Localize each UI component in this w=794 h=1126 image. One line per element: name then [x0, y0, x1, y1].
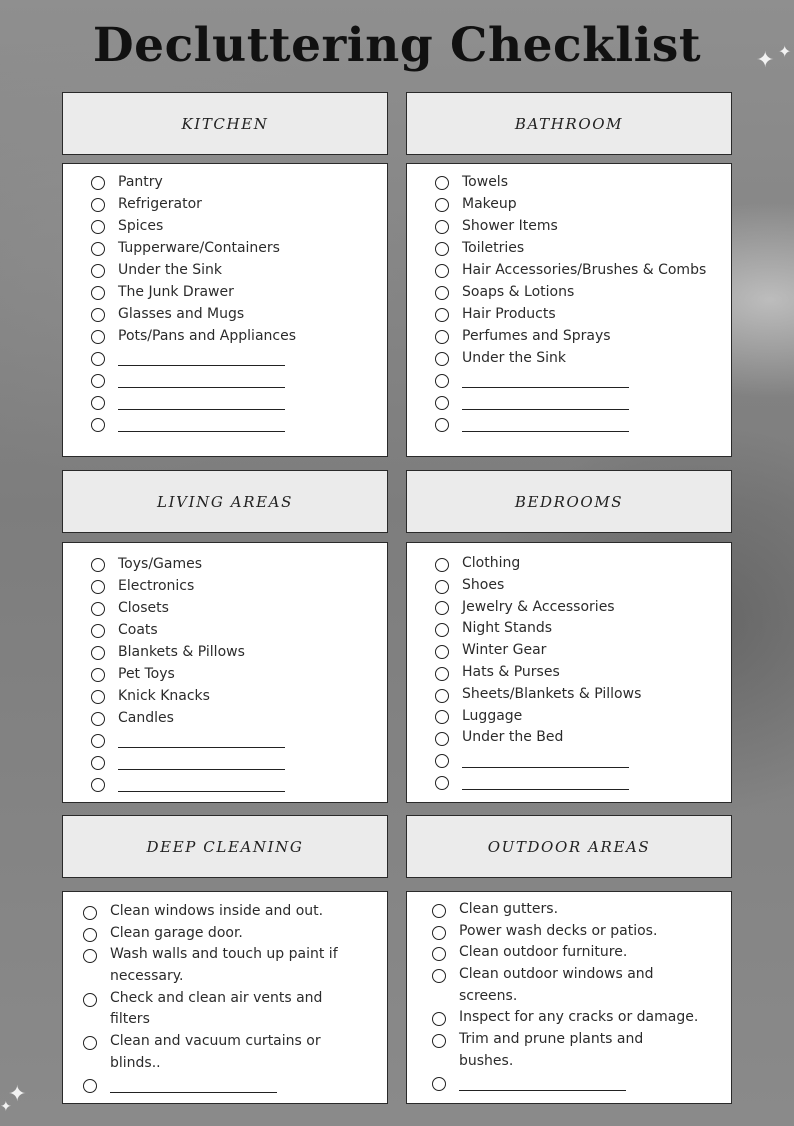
- checklist-item-label: Trim and prune plants and: [459, 1031, 644, 1048]
- checklist-item-label: necessary.: [110, 968, 184, 985]
- write-in-line[interactable]: [462, 431, 629, 432]
- write-in-line[interactable]: [118, 769, 285, 770]
- checkbox-circle[interactable]: [432, 947, 446, 961]
- checkbox-circle[interactable]: [91, 690, 105, 704]
- checkbox-circle[interactable]: [435, 198, 449, 212]
- checklist-item-label: Makeup: [462, 196, 517, 212]
- checkbox-circle[interactable]: [435, 264, 449, 278]
- checkbox-circle[interactable]: [435, 352, 449, 366]
- checklist-item-label: Sheets/Blankets & Pillows: [462, 685, 642, 702]
- checkbox-circle[interactable]: [91, 176, 105, 190]
- checklist-item-label: blinds..: [110, 1054, 161, 1071]
- checkbox-circle[interactable]: [435, 330, 449, 344]
- checkbox-circle[interactable]: [435, 220, 449, 234]
- checkbox-circle[interactable]: [432, 1012, 446, 1026]
- checkbox-circle[interactable]: [435, 242, 449, 256]
- checklist-item-label: Power wash decks or patios.: [459, 922, 658, 939]
- checkbox-circle[interactable]: [432, 969, 446, 983]
- checklist-item-label: Glasses and Mugs: [118, 306, 245, 322]
- checkbox-circle[interactable]: [435, 732, 449, 746]
- checklist-item-label: Perfumes and Sprays: [462, 328, 611, 344]
- bedrooms-header: [406, 470, 732, 533]
- checklist-item-label: Clean gutters.: [459, 901, 559, 917]
- checklist-item-label: Pet Toys: [118, 666, 175, 682]
- checkbox-circle[interactable]: [91, 242, 105, 256]
- checkbox-circle[interactable]: [435, 418, 449, 432]
- write-in-line[interactable]: [118, 747, 285, 748]
- bathroom-heading: BATHROOM: [514, 114, 624, 133]
- page-title: Decluttering Checklist: [92, 18, 702, 73]
- checkbox-circle[interactable]: [432, 1034, 446, 1048]
- checkbox-circle[interactable]: [91, 220, 105, 234]
- kitchen-header: [62, 92, 388, 155]
- living-areas-heading: LIVING AREAS: [157, 492, 293, 511]
- checkbox-circle[interactable]: [435, 308, 449, 322]
- living-areas-panel: [62, 542, 388, 803]
- checklist-item-label: Shoes: [462, 576, 505, 593]
- checkbox-circle[interactable]: [435, 176, 449, 190]
- checkbox-circle[interactable]: [435, 776, 449, 790]
- bedrooms-heading: BEDROOMS: [514, 492, 624, 511]
- checkbox-circle[interactable]: [91, 580, 105, 594]
- checklist-item-label: Luggage: [462, 707, 523, 724]
- write-in-line[interactable]: [462, 409, 629, 410]
- checkbox-circle[interactable]: [91, 668, 105, 682]
- checkbox-circle[interactable]: [83, 906, 97, 920]
- checkbox-circle[interactable]: [91, 778, 105, 792]
- checkbox-circle[interactable]: [91, 646, 105, 660]
- checkbox-circle[interactable]: [435, 754, 449, 768]
- deep-cleaning-heading: DEEP CLEANING: [146, 837, 304, 856]
- checklist-item-label: Clean outdoor furniture.: [459, 944, 628, 961]
- checklist-item-label: Coats: [118, 622, 158, 638]
- checklist-item-label: Electronics: [118, 578, 195, 594]
- checklist-item-label: Clean windows inside and out.: [110, 903, 324, 919]
- checkbox-circle[interactable]: [83, 993, 97, 1007]
- deep-cleaning-panel: [62, 891, 388, 1104]
- checkbox-circle[interactable]: [91, 624, 105, 638]
- deep-cleaning-header: [62, 815, 388, 878]
- write-in-line[interactable]: [462, 789, 629, 790]
- checkbox-circle[interactable]: [435, 286, 449, 300]
- write-in-line[interactable]: [462, 767, 629, 768]
- checkbox-circle[interactable]: [91, 558, 105, 572]
- checklist-item-label: Knick Knacks: [118, 688, 210, 704]
- write-in-line[interactable]: [118, 387, 285, 388]
- outdoor-areas-header: [406, 815, 732, 878]
- checkbox-circle[interactable]: [432, 1077, 446, 1091]
- checklist-item-label: Clean outdoor windows and: [459, 966, 654, 983]
- kitchen-panel: [62, 163, 388, 457]
- checkbox-circle[interactable]: [435, 396, 449, 410]
- checkbox-circle[interactable]: [91, 602, 105, 616]
- checklist-item-label: Tupperware/Containers: [118, 240, 280, 256]
- checklist-item-label: Hats & Purses: [462, 663, 560, 680]
- checklist-item-label: Under the Sink: [462, 350, 567, 366]
- checkbox-circle[interactable]: [435, 667, 449, 681]
- checkbox-circle[interactable]: [91, 418, 105, 432]
- checklist-item-label: Closets: [118, 600, 169, 616]
- checkbox-circle[interactable]: [91, 756, 105, 770]
- checklist-item-label: Pantry: [118, 174, 163, 190]
- checklist-item-label: screens.: [459, 987, 518, 1004]
- checklist-item-label: Soaps & Lotions: [462, 284, 575, 300]
- checklist-item-label: Under the Sink: [118, 262, 223, 278]
- checklist-item-label: Check and clean air vents and: [110, 989, 323, 1006]
- checklist-item-label: Towels: [462, 174, 508, 190]
- checklist-item-label: Clean and vacuum curtains or: [110, 1033, 321, 1050]
- checklist-item-label: Toiletries: [462, 240, 525, 256]
- sparkle-icon: ✦: [778, 42, 792, 61]
- checkbox-circle[interactable]: [91, 374, 105, 388]
- checkbox-circle[interactable]: [83, 949, 97, 963]
- checkbox-circle[interactable]: [91, 396, 105, 410]
- checklist-item-label: Clothing: [462, 555, 521, 571]
- checklist-item-label: bushes.: [459, 1052, 514, 1069]
- checkbox-circle[interactable]: [435, 645, 449, 659]
- checkbox-circle[interactable]: [91, 330, 105, 344]
- checklist-item-label: Jewelry & Accessories: [462, 598, 615, 615]
- checklist-item-label: Spices: [118, 218, 164, 234]
- checkbox-circle[interactable]: [435, 601, 449, 615]
- checklist-item-label: Night Stands: [462, 620, 553, 637]
- checklist-item-label: Toys/Games: [118, 556, 203, 572]
- outdoor-areas-panel: [406, 891, 732, 1104]
- bathroom-header: [406, 92, 732, 155]
- checkbox-circle[interactable]: [435, 374, 449, 388]
- checkbox-circle[interactable]: [435, 558, 449, 572]
- write-in-line[interactable]: [459, 1090, 626, 1091]
- checkbox-circle[interactable]: [435, 580, 449, 594]
- living-areas-header: [62, 470, 388, 533]
- checklist-item-label: Hair Products: [462, 306, 556, 322]
- checklist-item-label: The Junk Drawer: [118, 284, 234, 300]
- write-in-line[interactable]: [118, 431, 285, 432]
- checkbox-circle[interactable]: [435, 623, 449, 637]
- checklist-item-label: Shower Items: [462, 218, 558, 234]
- checkbox-circle[interactable]: [91, 352, 105, 366]
- write-in-line[interactable]: [118, 791, 285, 792]
- checklist-item-label: Pots/Pans and Appliances: [118, 328, 296, 344]
- bathroom-panel: [406, 163, 732, 457]
- checklist-item-label: Wash walls and touch up paint if: [110, 946, 338, 963]
- write-in-line[interactable]: [118, 365, 285, 366]
- checklist-item-label: Inspect for any cracks or damage.: [459, 1009, 699, 1026]
- checklist-item-label: Candles: [118, 710, 174, 726]
- write-in-line[interactable]: [110, 1092, 277, 1093]
- checkbox-circle[interactable]: [432, 904, 446, 918]
- sparkle-icon: ✦: [756, 48, 775, 73]
- bedrooms-panel: [406, 542, 732, 803]
- checkbox-circle[interactable]: [91, 264, 105, 278]
- checklist-item-label: Hair Accessories/Brushes & Combs: [462, 262, 707, 278]
- checklist-item-label: Under the Bed: [462, 729, 564, 746]
- checkbox-circle[interactable]: [91, 308, 105, 322]
- write-in-line[interactable]: [118, 409, 285, 410]
- checkbox-circle[interactable]: [91, 286, 105, 300]
- sparkle-icon: ✦: [8, 1082, 27, 1107]
- checkbox-circle[interactable]: [435, 689, 449, 703]
- checkbox-circle[interactable]: [435, 710, 449, 724]
- checkbox-circle[interactable]: [91, 734, 105, 748]
- checkbox-circle[interactable]: [432, 926, 446, 940]
- checklist-item-label: Refrigerator: [118, 196, 202, 212]
- checklist-item-label: Blankets & Pillows: [118, 644, 245, 660]
- checklist-item-label: filters: [110, 1011, 150, 1028]
- checklist-item-label: Winter Gear: [462, 642, 547, 659]
- checkbox-circle[interactable]: [83, 1079, 97, 1093]
- write-in-line[interactable]: [462, 387, 629, 388]
- checkbox-circle[interactable]: [83, 928, 97, 942]
- sparkle-icon: ✦: [0, 1099, 12, 1115]
- kitchen-heading: KITCHEN: [181, 114, 269, 133]
- outdoor-areas-heading: OUTDOOR AREAS: [487, 837, 651, 856]
- checkbox-circle[interactable]: [91, 712, 105, 726]
- checkbox-circle[interactable]: [83, 1036, 97, 1050]
- checklist-item-label: Clean garage door.: [110, 924, 243, 941]
- checkbox-circle[interactable]: [91, 198, 105, 212]
